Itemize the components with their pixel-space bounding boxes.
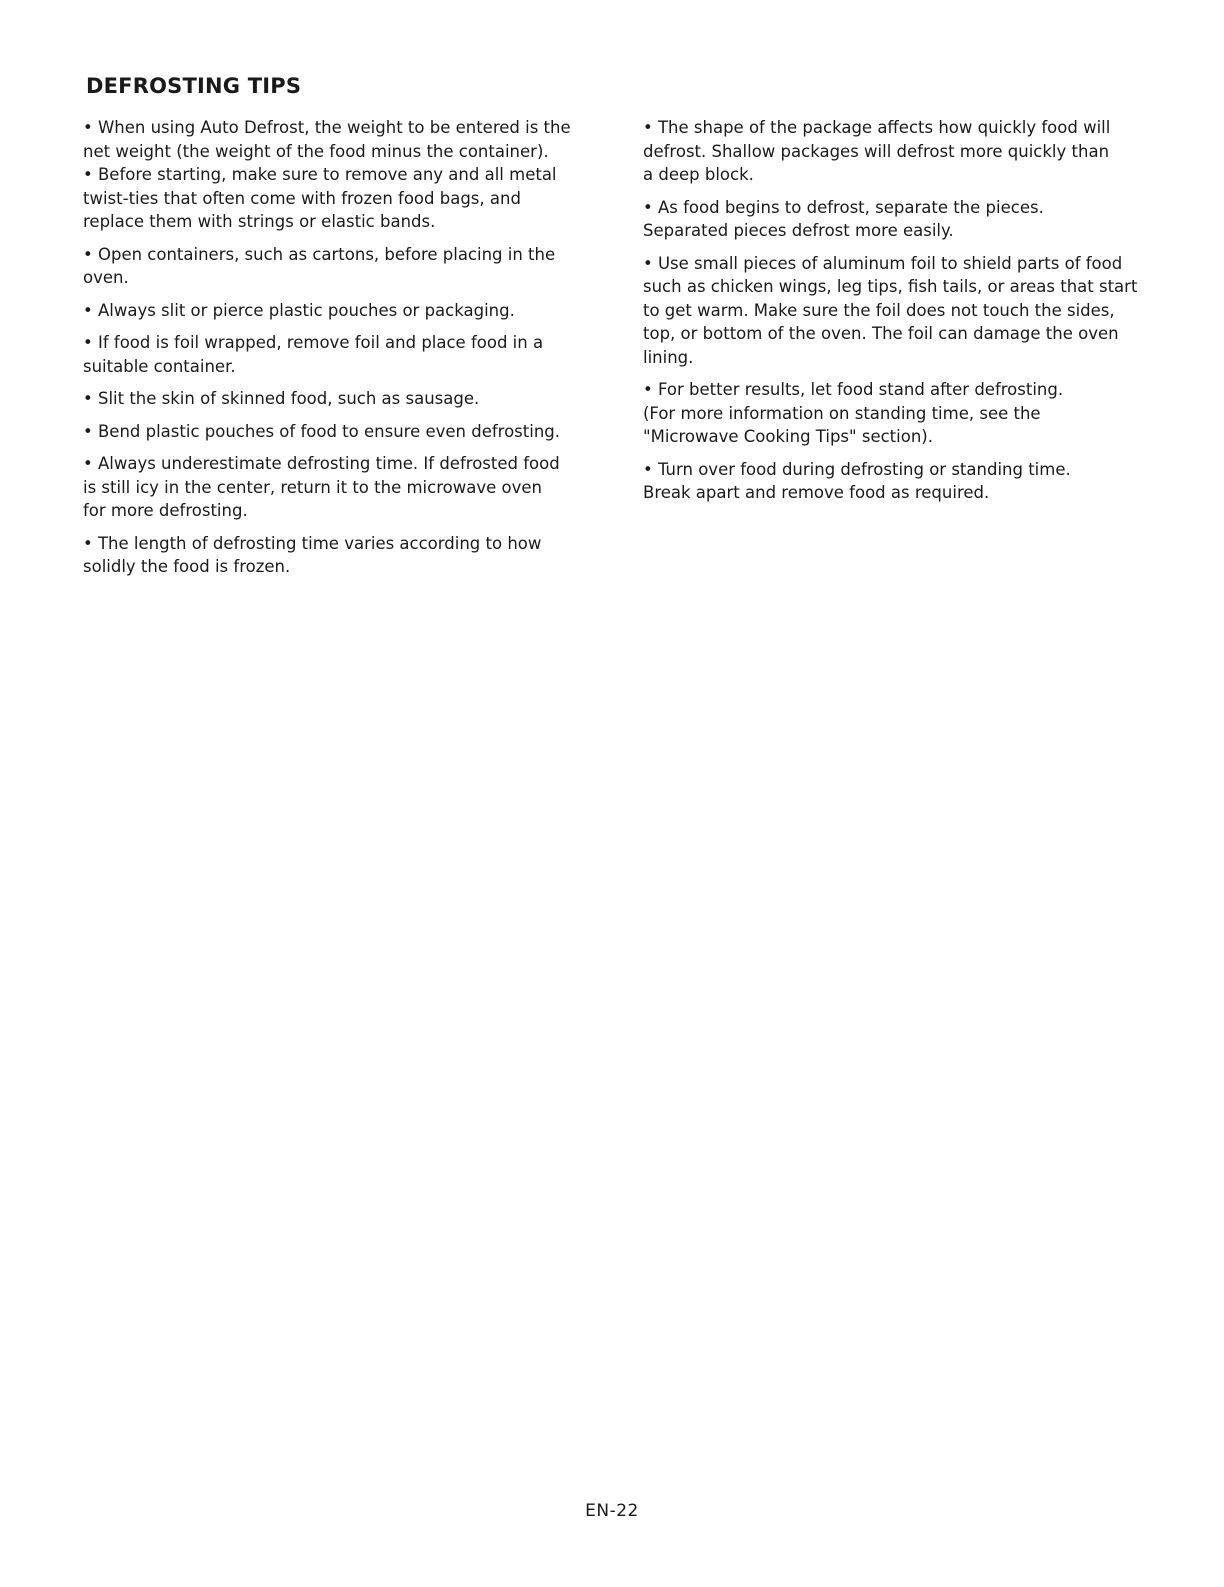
tip-package-shape: • The shape of the package affects how quickly food will defrost. Shallow packages will defrost more quickly than a deep block. xyxy=(643,118,1111,184)
page-number: EN-22 xyxy=(585,1501,639,1521)
tip-aluminum-foil: • Use small pieces of aluminum foil to shield parts of food such as chicken wings, leg tips, fish tails, or areas that start to get warm. Make sure the foil does not touch the sides, top, or bottom of the oven. The foil can damage the oven lining. xyxy=(643,253,1138,367)
tip-slit-skin: • Slit the skin of skinned food, such as sausage. xyxy=(83,389,480,408)
tip-remove-metal-ties: • Before starting, make sure to remove any and all metal twist-ties that often come with frozen food bags, and replace them with strings or elastic bands. xyxy=(83,165,557,231)
right-column xyxy=(643,116,1153,514)
tip-standing-time: • For better results, let food stand after defrosting. (For more information on standing time, see the "Microwave Cooking Tips" section). xyxy=(643,380,1064,446)
tip-open-containers: • Open containers, such as cartons, before placing in the oven. xyxy=(83,244,556,287)
tip-underestimate-time: • Always underestimate defrosting time. If defrosted food is still icy in the center, return it to the microwave oven for more defrosting. xyxy=(83,454,560,520)
tip-turn-over-food: • Turn over food during defrosting or standing time. Break apart and remove food as required. xyxy=(643,459,1071,502)
tip-auto-defrost-weight: • When using Auto Defrost, the weight to be entered is the net weight (the weight of the food minus the container). xyxy=(83,118,571,161)
left-column xyxy=(83,116,593,588)
tip-separate-pieces: • As food begins to defrost, separate the pieces. Separated pieces defrost more easily. xyxy=(643,197,1044,240)
tip-slit-pouches: • Always slit or pierce plastic pouches or packaging. xyxy=(83,300,515,320)
tip-remove-foil: • If food is foil wrapped, remove foil and place food in a suitable container. xyxy=(83,333,544,376)
tip-defrost-length: • The length of defrosting time varies according to how solidly the food is frozen. xyxy=(83,533,542,576)
page-title: DEFROSTING TIPS xyxy=(86,74,302,98)
tip-bend-pouches: • Bend plastic pouches of food to ensure even defrosting. xyxy=(83,421,561,441)
